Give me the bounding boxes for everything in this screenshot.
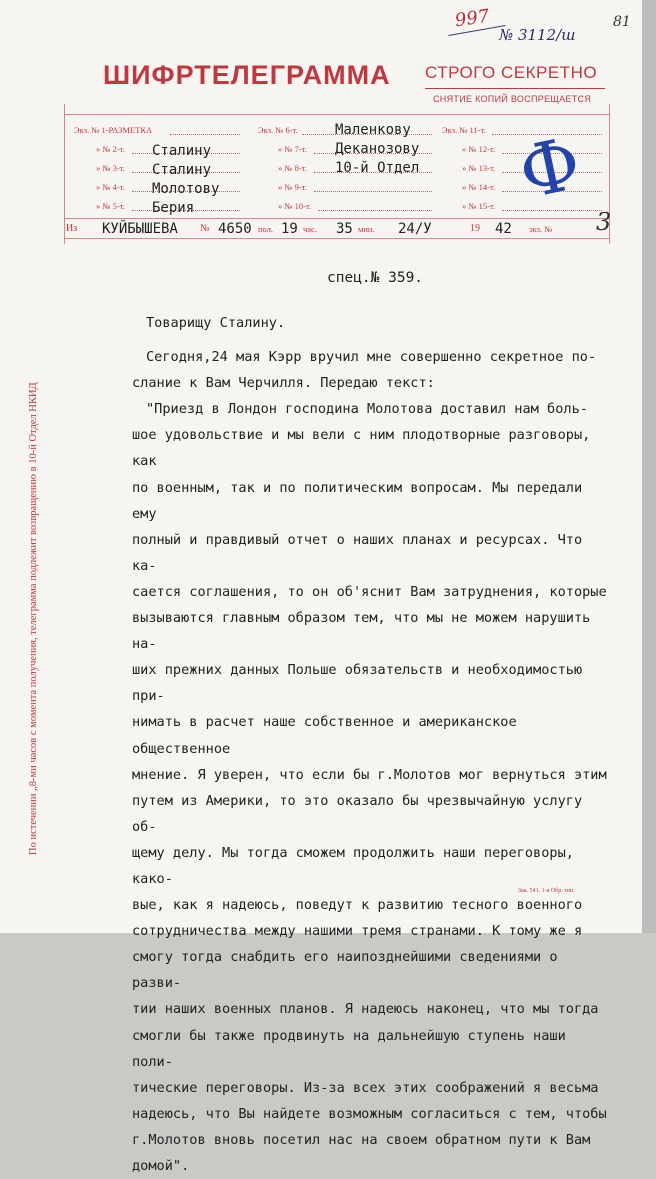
- registration-number: № 3112/ш: [499, 26, 576, 44]
- body-line: смогли бы также продвинуть на дальнейшую ступень наши поли-: [132, 1027, 566, 1070]
- special-number: спец.№ 359.: [327, 270, 424, 286]
- received-date: 24/У: [398, 221, 432, 237]
- handwritten-mark: Ф: [511, 120, 588, 216]
- form-middle-rule: [64, 218, 610, 219]
- body-line: сается соглашения, то он об'яснит Вам затруднения, которые: [132, 583, 607, 600]
- body-line: щему делу. Мы тогда сможем продолжить наши переговоры, како-: [132, 844, 574, 887]
- origin-city: КУЙБЫШЕВА: [102, 221, 178, 237]
- handwritten-copy-number: 3: [596, 208, 612, 236]
- recipient-copy-7: Деканозову: [335, 141, 420, 157]
- secrecy-underline: [425, 88, 605, 89]
- copy-2-label: » № 2-т.: [96, 144, 125, 154]
- form-top-rule: [64, 114, 610, 115]
- telegram-number: 4650: [218, 221, 252, 237]
- received-label: пол.: [258, 224, 274, 234]
- copy-8-label: » № 8-т.: [278, 163, 307, 173]
- recipient-copy-6: Маленкову: [335, 122, 411, 138]
- copy-5-label: » № 5-т.: [96, 201, 125, 211]
- body-line: смогу тогда снабдить его наипозднейшими сведениями о разви-: [132, 949, 558, 992]
- received-year: 42: [495, 221, 512, 237]
- body-line: Сегодня,24 мая Кэрр вручил мне совершенно секретное по-: [146, 349, 597, 366]
- copy-10-label: » № 10-т.: [278, 201, 312, 211]
- scan-edge: [642, 0, 656, 933]
- from-label: Из: [66, 223, 78, 234]
- received-hour: 19: [281, 221, 298, 237]
- body-line: "Приезд в Лондон господина Молотова доставил нам боль-: [146, 401, 588, 418]
- copy-number-label: экз. №: [529, 224, 553, 234]
- form-left-rule: [64, 104, 65, 244]
- no-copies-note: СНЯТИЕ КОПИЙ ВОСПРЕЩАЕТСЯ: [433, 94, 592, 104]
- telegram-body: [132, 315, 612, 1179]
- body-line: путем из Америки, то это оказало бы чрезвычайную услугу об-: [132, 792, 583, 835]
- minute-label: мин.: [358, 224, 375, 234]
- number-label: №: [200, 223, 210, 234]
- body-line: ших прежних данных Польше обязательств и необходимостью при-: [132, 662, 583, 705]
- recipient-copy-5: Берия: [152, 200, 195, 216]
- print-order-note: Зак. 541. 1-я Обр. тип.: [518, 888, 575, 894]
- sheet-number: 81: [613, 14, 631, 30]
- recipient-copy-8: 10-й Отдел: [335, 160, 420, 176]
- recipient-copy-2: Сталину: [152, 143, 212, 159]
- document-title: ШИФРТЕЛЕГРАММА: [103, 60, 391, 90]
- salutation: Товарищу Сталину.: [146, 315, 286, 331]
- copy-4-label: » № 4-т.: [96, 182, 125, 192]
- secrecy-stamp: СТРОГО СЕКРЕТНО: [425, 63, 598, 82]
- body-line: нимать в расчет наше собственное и американское общественное: [132, 714, 517, 757]
- form-bottom-rule: [64, 238, 610, 239]
- body-line: надеюсь, что Вы найдете возможным согласиться с тем, чтобы: [132, 1105, 607, 1122]
- copy-10-line: [318, 210, 432, 211]
- recipient-copy-3: Сталину: [152, 162, 212, 178]
- copy-13-label: » № 13-т.: [462, 163, 496, 173]
- return-notice: По истечении „8-ми часов с момента получения, телеграмма подлежит возвращению в 10-й Отдел НКИД: [28, 382, 39, 855]
- body-line: слание к Вам Черчилля. Передаю текст:: [132, 375, 435, 392]
- body-line: домой".: [132, 1158, 190, 1174]
- body-line: тии наших военных планов. Я надеюсь наконец, что мы тогда: [132, 1001, 599, 1018]
- copy-1-line: [170, 134, 240, 135]
- copy-15-label: » № 15-т.: [462, 201, 496, 211]
- copy-11-label: Экз. № 11-т.: [442, 125, 486, 135]
- body-line: шое удовольствие и мы вели с ним плодотворные разговоры, как: [132, 427, 591, 470]
- copy-3-label: » № 3-т.: [96, 163, 125, 173]
- body-line: мнение. Я уверен, что если бы г.Молотов мог вернуться этим: [132, 766, 607, 783]
- copy-14-label: » № 14-т.: [462, 182, 496, 192]
- copy-6-label: Экз. № 6-т.: [258, 125, 298, 135]
- copy-9-line: [314, 191, 432, 192]
- handwritten-number: 997: [453, 5, 491, 32]
- body-line: тические переговоры. Из-за всех этих соображений я весьма: [132, 1079, 599, 1096]
- copy-7-label: » № 7-т.: [278, 144, 307, 154]
- body-line: вые, как я надеюсь, поведут к развитию тесного военного: [132, 897, 583, 914]
- copy-1-label: Экз. № 1-РАЗМЕТКА: [74, 125, 153, 135]
- year-prefix: 19: [470, 223, 480, 234]
- body-line: полный и правдивый отчет о наших планах и ресурсах. Что ка-: [132, 531, 583, 574]
- body-line: г.Молотов вновь посетил нас на своем обратном пути к Вам: [132, 1131, 591, 1148]
- body-line: по военным, так и по политическим вопросам. Мы передали ему: [132, 479, 583, 522]
- received-minute: 35: [336, 221, 353, 237]
- copy-12-label: » № 12-т.: [462, 144, 496, 154]
- hour-label: час.: [303, 224, 317, 234]
- body-line: сотрудничества между нашими тремя странами. К тому же я: [132, 923, 583, 940]
- recipient-copy-4: Молотову: [152, 181, 220, 197]
- copy-9-label: » № 9-т.: [278, 182, 307, 192]
- body-line: вызываются главным образом тем, что мы не можем нарушить на-: [132, 610, 591, 653]
